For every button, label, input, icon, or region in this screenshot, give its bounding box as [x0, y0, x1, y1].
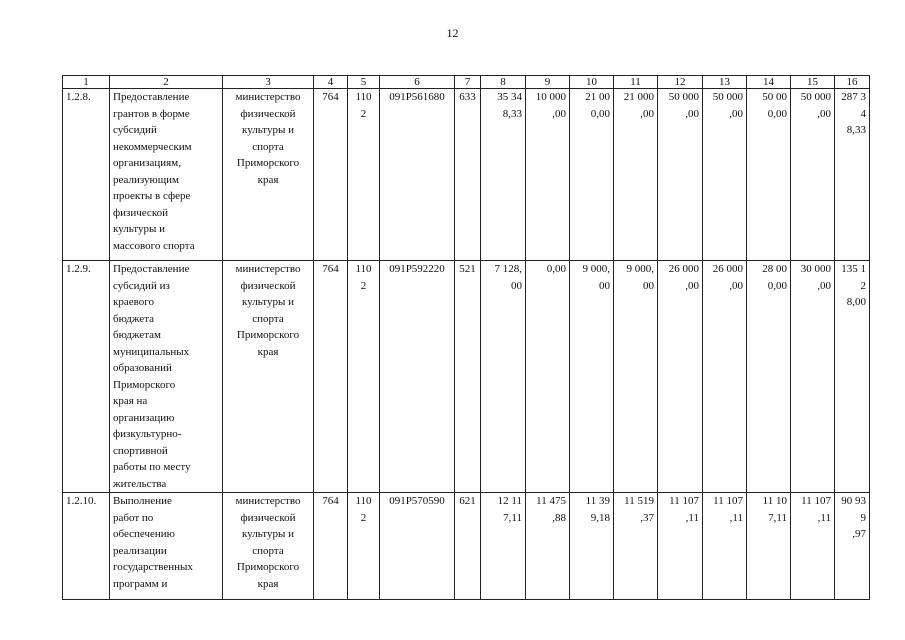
vr-code: 633 [455, 89, 481, 261]
amount-cell: 11 10 7,11 [747, 493, 791, 600]
amount-cell: 11 107 ,11 [658, 493, 703, 600]
amount-cell: 9 000, 00 [614, 261, 658, 493]
row-number: 1.2.9. [63, 261, 110, 493]
amount-cell: 11 107 ,11 [703, 493, 747, 600]
amount-cell: 35 34 8,33 [481, 89, 526, 261]
amount-cell: 26 000 ,00 [658, 261, 703, 493]
vr-code: 621 [455, 493, 481, 600]
amount-cell: 30 000 ,00 [791, 261, 835, 493]
header-cell: 8 [481, 76, 526, 89]
total-cell: 287 34 8,33 [835, 89, 870, 261]
amount-cell: 21 00 0,00 [570, 89, 614, 261]
amount-cell: 50 000 ,00 [791, 89, 835, 261]
header-cell: 5 [348, 76, 380, 89]
activity-name: Выполнение работ по обеспечению реализации государственных программ и [110, 493, 223, 600]
header-cell: 3 [223, 76, 314, 89]
header-cell: 11 [614, 76, 658, 89]
total-cell: 90 939 ,97 [835, 493, 870, 600]
rz-pr-code: 110 2 [348, 261, 380, 493]
amount-cell: 21 000 ,00 [614, 89, 658, 261]
amount-cell: 50 00 0,00 [747, 89, 791, 261]
csr-code: 091P561680 [380, 89, 455, 261]
table-row [63, 89, 870, 261]
amount-cell: 10 000 ,00 [526, 89, 570, 261]
grbs-code: 764 [314, 261, 348, 493]
amount-cell: 11 107 ,11 [791, 493, 835, 600]
header-cell: 7 [455, 76, 481, 89]
amount-cell: 12 11 7,11 [481, 493, 526, 600]
activity-name: Предоставление субсидий из краевого бюджета бюджетам муниципальных образований Приморского края на организацию физкультурно- спортивной работы по месту жительства [110, 261, 223, 493]
header-cell: 16 [835, 76, 870, 89]
table-header-row [63, 76, 870, 89]
amount-cell: 11 519 ,37 [614, 493, 658, 600]
header-cell: 14 [747, 76, 791, 89]
row-number: 1.2.8. [63, 89, 110, 261]
header-cell: 15 [791, 76, 835, 89]
page-number: 12 [446, 26, 459, 40]
header-cell: 6 [380, 76, 455, 89]
table-row [63, 261, 870, 493]
executor: министерство физической культуры и спорта Приморского края [223, 89, 314, 261]
header-cell: 4 [314, 76, 348, 89]
header-cell: 9 [526, 76, 570, 89]
rz-pr-code: 110 2 [348, 89, 380, 261]
amount-cell: 0,00 [526, 261, 570, 493]
header-cell: 13 [703, 76, 747, 89]
activity-name: Предоставление грантов в форме субсидий некоммерческим организациям, реализующим проекты в сфере физической культуры и массового спорта [110, 89, 223, 261]
amount-cell: 11 475 ,88 [526, 493, 570, 600]
grbs-code: 764 [314, 493, 348, 600]
header-cell: 10 [570, 76, 614, 89]
executor: министерство физической культуры и спорта Приморского края [223, 493, 314, 600]
amount-cell: 9 000, 00 [570, 261, 614, 493]
amount-cell: 50 000 ,00 [703, 89, 747, 261]
amount-cell: 11 39 9,18 [570, 493, 614, 600]
amount-cell: 26 000 ,00 [703, 261, 747, 493]
executor: министерство физической культуры и спорта Приморского края [223, 261, 314, 493]
rz-pr-code: 110 2 [348, 493, 380, 600]
row-number: 1.2.10. [63, 493, 110, 600]
csr-code: 091P570590 [380, 493, 455, 600]
header-cell: 12 [658, 76, 703, 89]
header-cell: 1 [63, 76, 110, 89]
header-cell: 2 [110, 76, 223, 89]
budget-table [62, 75, 870, 600]
total-cell: 135 12 8,00 [835, 261, 870, 493]
csr-code: 091P592220 [380, 261, 455, 493]
amount-cell: 28 00 0,00 [747, 261, 791, 493]
amount-cell: 50 000 ,00 [658, 89, 703, 261]
vr-code: 521 [455, 261, 481, 493]
grbs-code: 764 [314, 89, 348, 261]
amount-cell: 7 128, 00 [481, 261, 526, 493]
table-row [63, 493, 870, 600]
